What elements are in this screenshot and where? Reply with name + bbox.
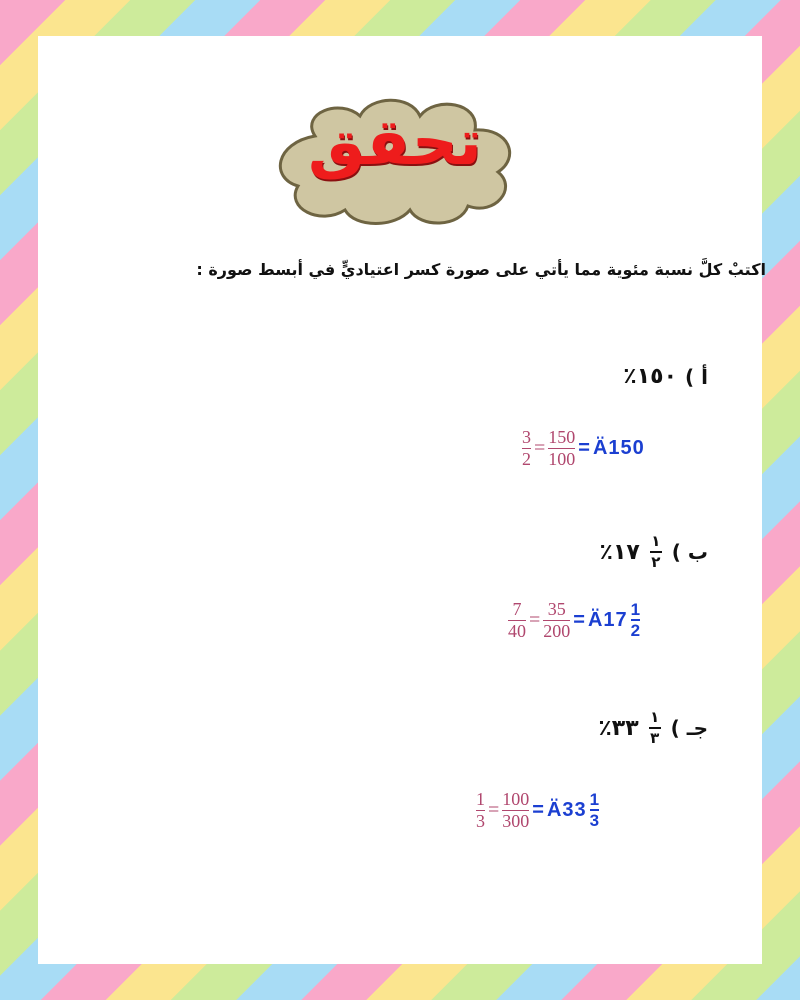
numerator: ١ [650,708,660,726]
answer-a [522,428,645,469]
title-cloud [270,88,520,228]
equals-sign: = [578,436,590,459]
denominator: 3 [589,811,600,831]
answer-fraction [476,790,485,831]
equals-sign: = [532,798,544,821]
question-value: ٣٣٪ [598,715,639,741]
question-value: ١٥٠٪ [623,364,678,389]
intermediate-fraction [543,600,570,641]
percent-value: Ä150 [592,436,645,459]
answer-fraction [522,428,531,469]
numerator: 1 [630,599,641,619]
numerator: 1 [589,789,600,809]
question-c [598,710,708,746]
question-letter: جـ ) [670,716,708,740]
mixed-fraction [590,791,599,831]
numerator: 35 [547,599,566,619]
equals-sign: = [534,436,546,459]
question-value: ١٧٪ [599,539,640,565]
equals-sign: = [529,608,541,631]
denominator: ٣ [650,729,660,747]
answer-c [476,790,599,831]
question-fraction [650,534,662,570]
numerator: 7 [512,599,522,619]
denominator: ٢ [651,553,661,571]
mixed-fraction [631,601,640,641]
denominator: 40 [508,620,526,641]
numerator: 100 [502,789,530,809]
percent-value: Ä33 [546,798,587,821]
denominator: 300 [502,810,530,831]
numerator: 1 [476,789,485,809]
denominator: 100 [548,448,576,469]
numerator: ١ [651,532,661,550]
denominator: 2 [522,448,531,469]
intermediate-fraction [502,790,529,831]
percent-value: Ä17 [587,608,628,631]
equals-sign: = [573,608,585,631]
answer-b [508,600,640,641]
denominator: 2 [630,621,641,641]
equals-sign: = [488,798,500,821]
denominator: 200 [543,620,571,641]
numerator: 3 [522,427,531,447]
numerator: 150 [548,427,576,447]
question-letter: ب ) [671,540,708,564]
intermediate-fraction [548,428,575,469]
instruction-text: اكتبْ كلَّ نسبة مئوية مما يأتي على صورة كسر اعتياديٍّ في أبسط صورة : [196,260,766,279]
question-fraction [649,710,661,746]
question-a [623,364,708,389]
page-title: تحقق [308,106,482,180]
denominator: 3 [476,810,485,831]
question-b [600,534,709,570]
question-letter: أ ) [685,364,708,389]
answer-fraction [508,600,526,641]
